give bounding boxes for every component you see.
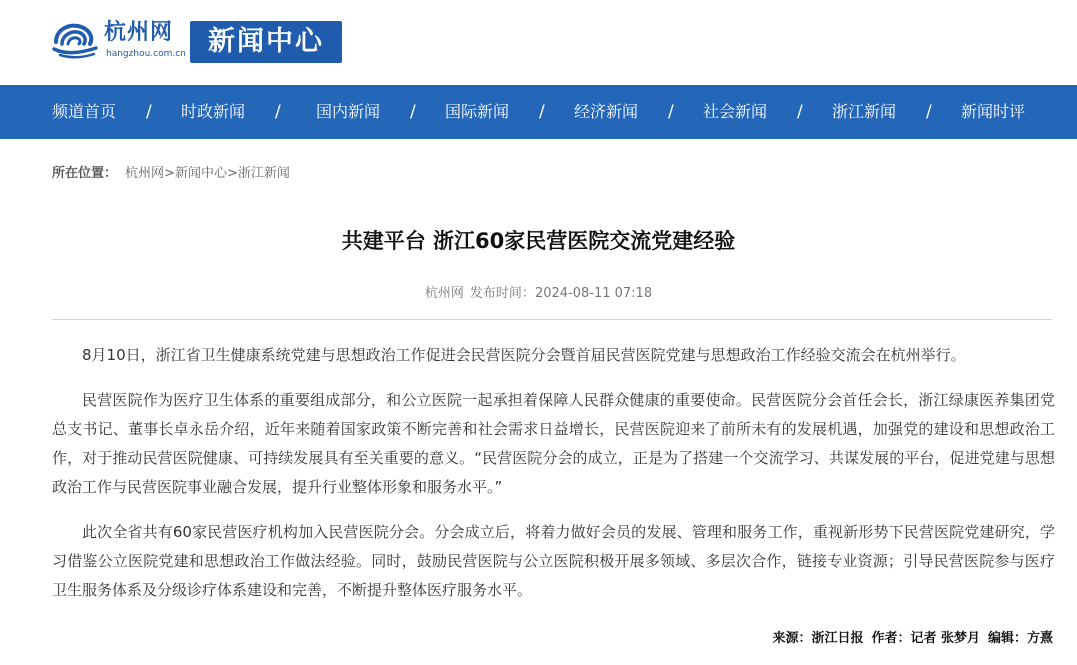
nav-item-zhejiang[interactable]: 浙江新闻 — [832, 102, 897, 121]
breadcrumb-link-zhejiang[interactable]: 浙江新闻 — [237, 166, 290, 181]
article-paragraph: 此次全省共有60家民营医疗机构加入民营医院分会。分会成立后，将着力做好会员的发展、管理和服务工作，重视新形势下民营医院党建研究，学习借鉴公立医院党建和思想政治工作做法经验。同时，鼓励民营医院与公立医院积极开展多领域、多层次合作，链接专业资源；引导民营医院参与医疗卫生服务体系及分级诊疗体系建设和完善，不断提升整体医疗服务水平。 — [52, 523, 1055, 599]
breadcrumb-separator: > — [164, 166, 175, 181]
article-author: 作者：记者 张梦月 — [871, 631, 980, 646]
section-title[interactable]: 新闻中心 — [190, 21, 342, 63]
title-divider — [52, 319, 1052, 320]
publish-time: 2024-08-11 07:18 — [534, 286, 653, 301]
nav-separator: / — [275, 102, 281, 122]
article-source: 来源：浙江日报 — [772, 631, 864, 646]
breadcrumb-separator: > — [226, 166, 238, 181]
logo-swirl-icon — [52, 20, 100, 60]
article-title: 共建平台 浙江60家民营医院交流党建经验 — [341, 229, 736, 253]
nav-separator: / — [797, 102, 803, 122]
nav-item-international[interactable]: 国际新闻 — [445, 102, 510, 121]
nav-separator: / — [410, 102, 416, 122]
nav-item-home[interactable]: 频道首页 — [52, 102, 117, 121]
article-site: 杭州网 — [424, 286, 464, 301]
breadcrumb-link-hangzhou[interactable]: 杭州网 — [125, 166, 165, 181]
article-paragraph: 8月10日，浙江省卫生健康系统党建与思想政治工作促进会民营医院分会暨首届民营医院党建与思想政治工作经验交流会在杭州举行。 — [82, 346, 966, 364]
nav-item-economy[interactable]: 经济新闻 — [574, 102, 639, 121]
site-logo[interactable] — [52, 18, 186, 64]
article-source-line — [772, 630, 1053, 648]
breadcrumb-link-news-center[interactable]: 新闻中心 — [174, 166, 227, 181]
nav-separator: / — [539, 102, 545, 122]
article-paragraph: 民营医院作为医疗卫生体系的重要组成部分，和公立医院一起承担着保障人民群众健康的重要使命。民营医院分会首任会长，浙江绿康医养集团党总支书记、董事长卓永岳介绍，近年来随着国家政策不断完善和社会需求日益增长，民营医院迎来了前所未有的发展机遇，加强党的建设和思想政治工作，对于推动民营医院健康、可持续发展具有至关重要的意义。“民营医院分会的成立，正是为了搭建一个交流学习、共谋发展的平台，促进党建与思想政治工作与民营医院事业融合发展，提升行业整体形象和服务水平。” — [52, 391, 1055, 496]
site-header — [0, 0, 1077, 85]
logo-text: 杭州网 — [104, 20, 174, 45]
nav-separator: / — [668, 102, 674, 122]
article-editor: 编辑：方熹 — [987, 631, 1053, 646]
article-meta — [0, 285, 1077, 303]
breadcrumb-label: 所在位置： — [52, 166, 118, 181]
nav-separator: / — [146, 102, 152, 122]
nav-item-politics[interactable]: 时政新闻 — [181, 102, 246, 121]
breadcrumb — [52, 165, 290, 183]
publish-label: 发布时间： — [469, 286, 535, 301]
logo-domain: hangzhou.com.cn — [106, 49, 186, 59]
nav-separator: / — [926, 102, 932, 122]
nav-item-society[interactable]: 社会新闻 — [703, 102, 768, 121]
nav-item-domestic[interactable]: 国内新闻 — [316, 102, 381, 121]
article-body — [52, 341, 1055, 621]
nav-item-commentary[interactable]: 新闻时评 — [961, 102, 1026, 121]
main-nav — [0, 85, 1077, 139]
